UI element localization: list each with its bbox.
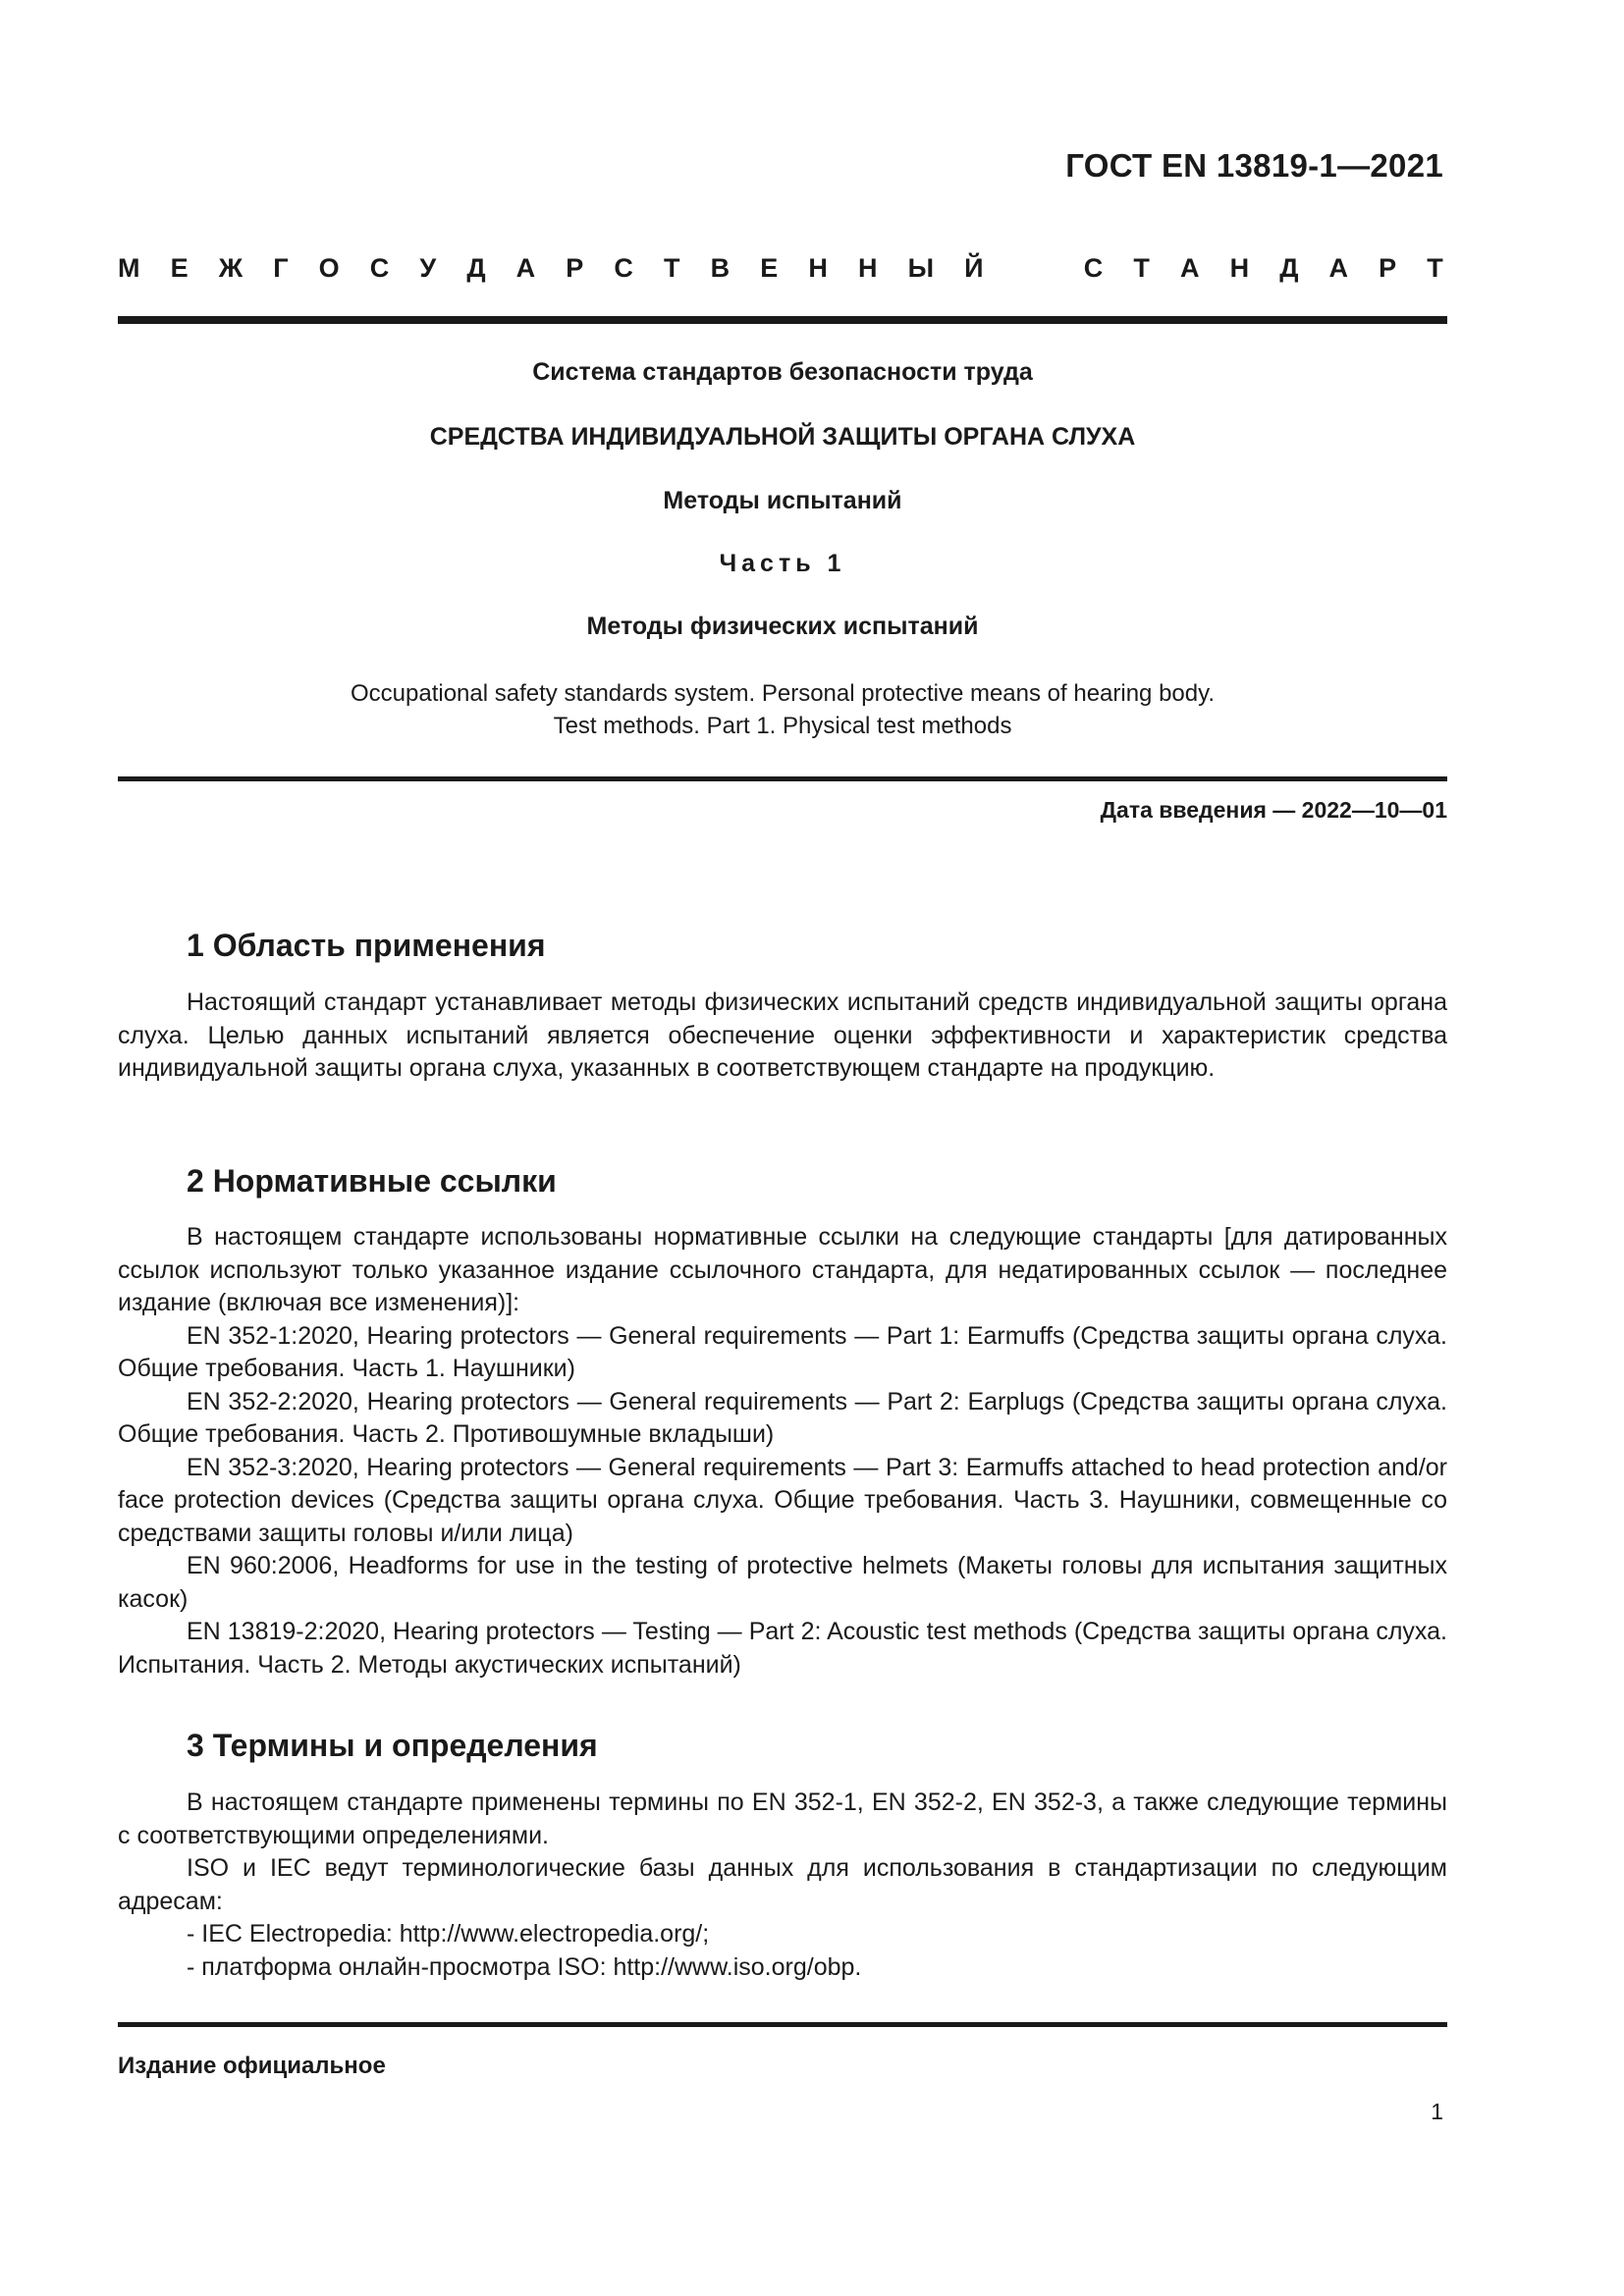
section-heading: 1 Область применения — [187, 928, 546, 963]
section-heading: 2 Нормативные ссылки — [187, 1163, 557, 1199]
banner-letter: Е — [170, 253, 189, 283]
reference-item: EN 352-3:2020, Hearing protectors — General requirements — Part 3: Earmuffs attached to head protection and/or face protection devices (Средства защиты органа слуха. Общие требования. Часть 3. Наушники, совмещенные со средствами защиты головы и/или лица) — [118, 1453, 1447, 1547]
header-divider — [118, 316, 1447, 324]
section-body — [118, 1787, 1447, 1984]
document-methods-title: Методы испытаний — [663, 487, 902, 514]
introduction-date: Дата введения — 2022—10—01 — [1100, 797, 1447, 823]
banner-letter: Н — [1229, 253, 1250, 283]
banner-word-gap — [1014, 253, 1054, 284]
banner-letter: О — [318, 253, 340, 283]
paragraph: Настоящий стандарт устанавливает методы физических испытаний средств индивидуальной защиты органа слуха. Целью данных испытаний является обеспечение оценки эффективности и характеристик средства индивидуальной защиты органа слуха, указанных в соответствующем стандарте на продукцию. — [118, 988, 1447, 1082]
section-heading: 3 Термины и определения — [187, 1728, 598, 1763]
banner-letter: Т — [664, 253, 680, 283]
english-title-line: Occupational safety standards system. Personal protective means of hearing body. — [350, 680, 1216, 707]
section-body — [118, 987, 1447, 1086]
page-number: 1 — [1431, 2099, 1443, 2124]
paragraph: ISO и IEC ведут терминологические базы данных для использования в стандартизации по следующим адресам: — [118, 1854, 1447, 1915]
banner-letter: М — [118, 253, 140, 283]
banner-letter: Р — [1379, 253, 1397, 283]
banner-letter: Г — [273, 253, 289, 283]
banner-letter: А — [1328, 253, 1349, 283]
reference-item: EN 13819-2:2020, Hearing protectors — Testing — Part 2: Acoustic test methods (Средства защиты органа слуха. Испытания. Часть 2. Методы акустических испытаний) — [118, 1618, 1447, 1679]
paragraph: В настоящем стандарте использованы нормативные ссылки на следующие стандарты [для датированных ссылок используют только указанное издание ссылочного стандарта, для недатированных ссылок — последнее издание (включая все изменения)]: — [118, 1223, 1447, 1316]
banner-letter: Т — [1427, 253, 1443, 283]
interstate-standard-banner — [118, 253, 1443, 284]
banner-letter: С — [1083, 253, 1104, 283]
banner-letter: Н — [857, 253, 878, 283]
banner-letter: С — [614, 253, 633, 283]
english-title-line: Test methods. Part 1. Physical test methods — [553, 713, 1012, 739]
reference-item: EN 352-2:2020, Hearing protectors — General requirements — Part 2: Earplugs (Средства защиты органа слуха. Общие требования. Часть 2. Противошумные вкладыши) — [118, 1387, 1447, 1448]
document-part-label: Часть 1 — [719, 550, 846, 577]
english-title — [118, 677, 1447, 742]
banner-letter: Е — [760, 253, 779, 283]
banner-letter: А — [515, 253, 536, 283]
banner-letter: Р — [566, 253, 584, 283]
list-item: - платформа онлайн-просмотра ISO: http://www.iso.org/obp. — [187, 1952, 862, 1981]
standards-system-title: Система стандартов безопасности труда — [532, 358, 1033, 386]
title-divider — [118, 776, 1447, 781]
reference-item: EN 960:2006, Headforms for use in the testing of protective helmets (Макеты головы для испытания защитных касок) — [118, 1552, 1447, 1613]
banner-letter: У — [419, 253, 437, 283]
banner-letter: Т — [1133, 253, 1150, 283]
official-edition-label: Издание официальное — [118, 2053, 386, 2079]
reference-item: EN 352-1:2020, Hearing protectors — General requirements — Part 1: Earmuffs (Средства защиты органа слуха. Общие требования. Часть 1. Наушники) — [118, 1321, 1447, 1382]
section-body — [118, 1221, 1447, 1682]
banner-letter: С — [369, 253, 390, 283]
banner-letter: Ы — [907, 253, 935, 283]
banner-letter: Д — [1279, 253, 1299, 283]
paragraph: В настоящем стандарте применены термины по EN 352-1, EN 352-2, EN 352-3, а также следующие термины с соответствующими определениями. — [118, 1789, 1447, 1849]
document-id: ГОСТ EN 13819-1—2021 — [1065, 147, 1443, 184]
banner-letter: Д — [466, 253, 486, 283]
banner-letter: Ж — [218, 253, 244, 283]
banner-letter: А — [1179, 253, 1200, 283]
document-subtitle: Методы физических испытаний — [586, 613, 979, 640]
footer-divider — [118, 2022, 1447, 2027]
document-main-title: СРЕДСТВА ИНДИВИДУАЛЬНОЙ ЗАЩИТЫ ОРГАНА СЛУХА — [429, 423, 1136, 451]
list-item: - IEC Electropedia: http://www.electropedia.org/; — [187, 1920, 710, 1948]
banner-letter: Й — [964, 253, 984, 283]
banner-letter: Н — [808, 253, 828, 283]
banner-letter: В — [710, 253, 731, 283]
